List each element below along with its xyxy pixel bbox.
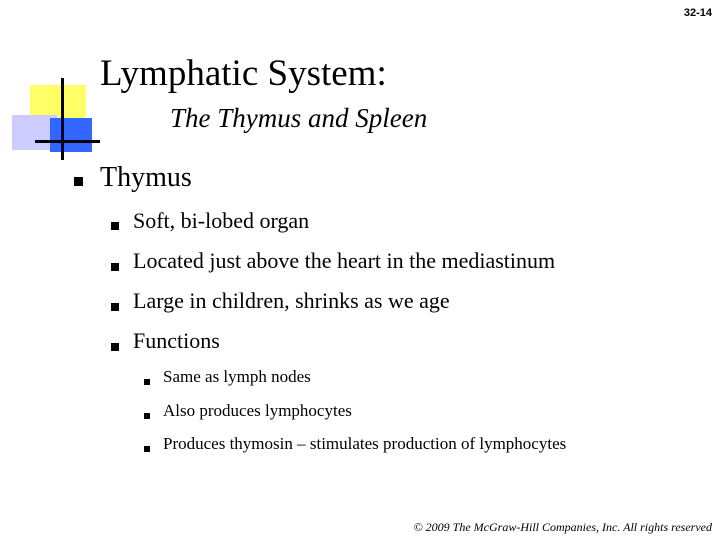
- bullet-thymus: Thymus: [100, 162, 192, 193]
- bullet-square-icon: [111, 263, 119, 271]
- deco-blue-square: [50, 118, 92, 152]
- bullet-square-icon: [111, 222, 119, 230]
- sub-sub-bullet-text: Also produces lymphocytes: [163, 401, 352, 420]
- sub-bullet-text: Functions: [133, 328, 220, 353]
- slide-number: 32-14: [683, 7, 712, 19]
- deco-horizontal-line: [35, 140, 100, 143]
- sub-bullet-text: Soft, bi-lobed organ: [133, 208, 310, 233]
- decorative-logo-graphic: [0, 0, 100, 170]
- sub-sub-bullet-text: Same as lymph nodes: [163, 367, 311, 386]
- slide-subtitle: The Thymus and Spleen: [170, 103, 428, 133]
- bullet-square-icon: [111, 303, 119, 311]
- bullet-square-icon: [144, 379, 150, 385]
- bullet-square-icon: [111, 343, 119, 351]
- deco-vertical-line: [61, 78, 64, 160]
- bullet-square-icon: [144, 446, 150, 452]
- sub-bullet-text: Large in children, shrinks as we age: [133, 288, 450, 313]
- copyright-footer: © 2009 The McGraw-Hill Companies, Inc. All rights reserved: [413, 520, 712, 534]
- bullet-square-icon: [144, 413, 150, 419]
- slide-title: Lymphatic System:: [100, 53, 387, 94]
- sub-bullet-text: Located just above the heart in the mediastinum: [133, 248, 556, 273]
- bullet-square-icon: [74, 177, 83, 186]
- sub-sub-bullet-text: Produces thymosin – stimulates production of lymphocytes: [163, 434, 567, 453]
